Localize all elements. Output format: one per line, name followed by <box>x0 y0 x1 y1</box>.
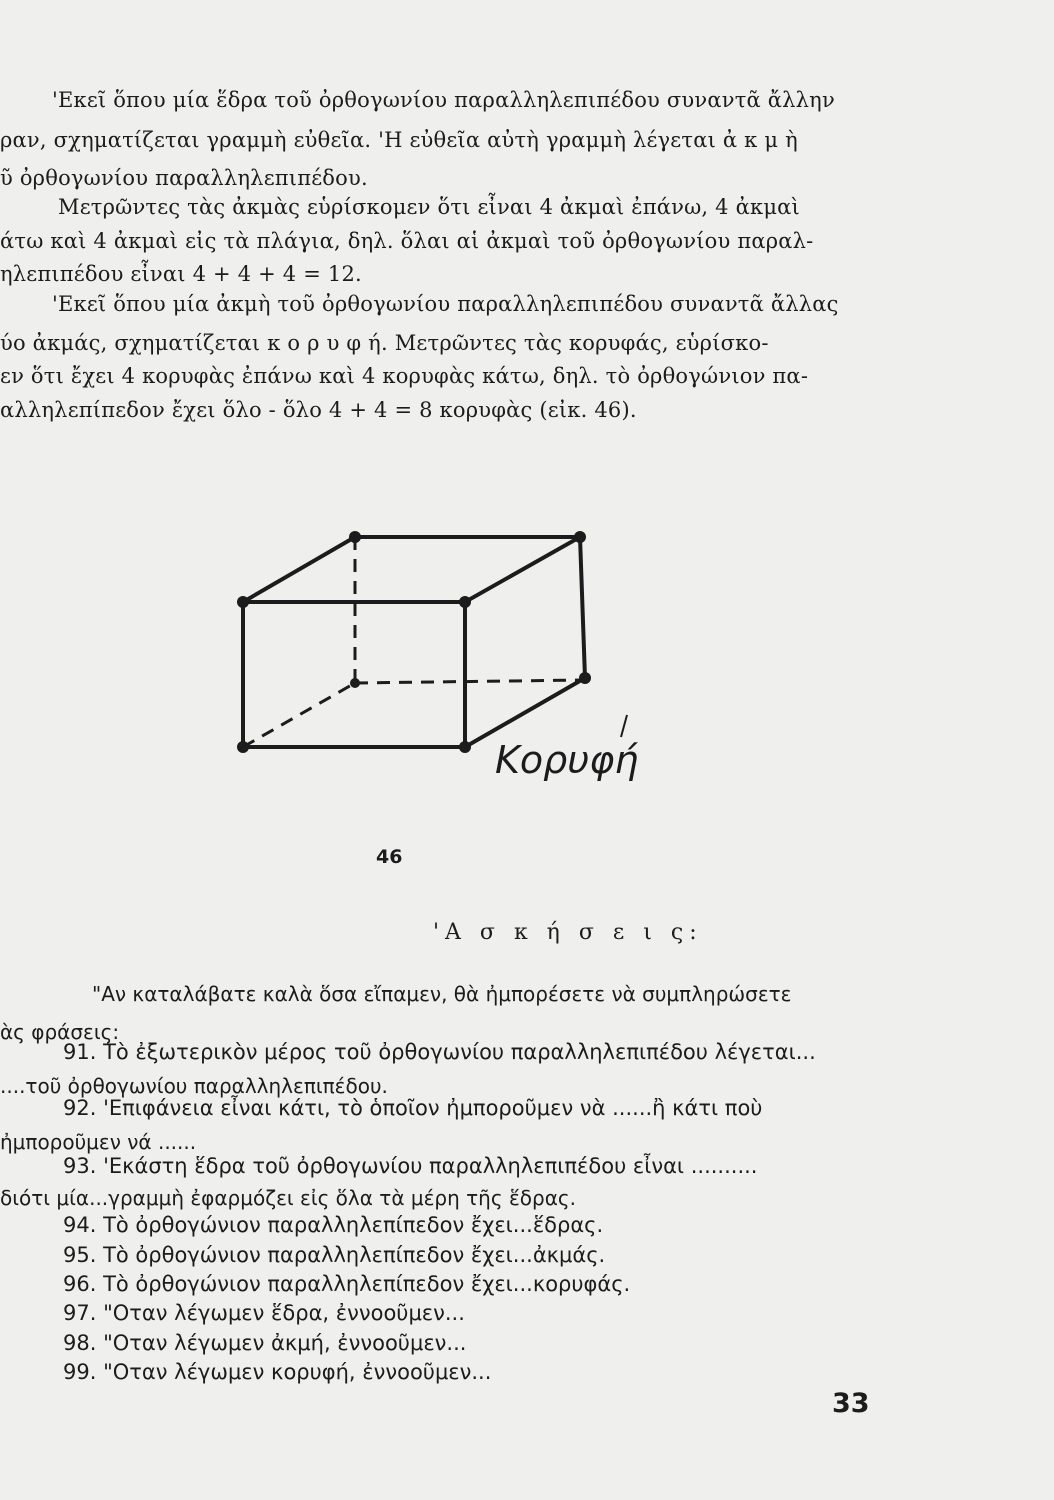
vertex-dot <box>349 531 361 543</box>
paragraph-line: άτω καὶ 4 ἀκμαὶ εἰς τὰ πλάγια, δηλ. ὅλαι αἱ ἀκμαὶ τοῦ ὀρθογωνίου παραλ- <box>0 229 814 253</box>
paragraph-line: 'Εκεῖ ὅπου μία ἕδρα τοῦ ὀρθογωνίου παραλληλεπιπέδου συναντᾶ ἄλλην <box>52 88 835 112</box>
vertex-label: Κορυφή <box>495 738 639 782</box>
exercise-line: διότι μία...γραμμὴ ἐφαρμόζει εἰς ὅλα τὰ μέρη τῆς ἕδρας. <box>0 1186 576 1210</box>
figure-number: 46 <box>376 846 403 868</box>
vertex-dot <box>579 672 591 684</box>
vertex-dot <box>237 596 249 608</box>
exercise-line: 98. "Οταν λέγωμεν ἀκμή, ἐννοοῦμεν... <box>63 1331 467 1355</box>
vertex-dot <box>237 741 249 753</box>
paragraph-line: ηλεπιπέδου εἶναι 4 + 4 + 4 = 12. <box>0 262 362 286</box>
exercise-line: ....τοῦ ὀρθογωνίου παραλληλεπιπέδου. <box>0 1074 388 1098</box>
paragraph-line: ῦ ὀρθογωνίου παραλληλεπιπέδου. <box>0 166 368 190</box>
vertex-dot <box>574 531 586 543</box>
paragraph-line: Μετρῶντες τὰς ἀκμὰς εὑρίσκομεν ὅτι εἶναι 4 ἀκμαὶ ἐπάνω, 4 ἀκμαὶ <box>58 195 800 219</box>
exercise-line: 91. Τὸ ἐξωτερικὸν μέρος τοῦ ὀρθογωνίου παραλληλεπιπέδου λέγεται... <box>63 1040 816 1064</box>
vertex-dot <box>459 596 471 608</box>
exercise-line: 96. Τὸ ὀρθογώνιον παραλληλεπίπεδον ἔχει...κορυφάς. <box>63 1272 631 1296</box>
exercise-line: ὰς φράσεις: <box>0 1020 120 1044</box>
exercise-line: 92. 'Επιφάνεια εἶναι κάτι, τὸ ὁποῖον ἠμποροῦμεν νὰ ......ἢ κάτι ποὺ <box>63 1096 763 1120</box>
vertex-dot <box>350 678 360 688</box>
paragraph-line: ραν, σχηματίζεται γραμμὴ εὐθεῖα. 'Η εὐθεῖα αὐτὴ γραμμὴ λέγεται ἀ κ μ ὴ <box>0 128 798 152</box>
exercise-line: 95. Τὸ ὀρθογώνιον παραλληλεπίπεδον ἔχει...ἀκμάς. <box>63 1243 606 1267</box>
exercise-line: 94. Τὸ ὀρθογώνιον παραλληλεπίπεδον ἔχει...ἕδρας. <box>63 1213 604 1237</box>
exercise-line: "Αν καταλάβατε καλὰ ὅσα εἴπαμεν, θὰ ἠμπορέσετε νὰ συμπληρώσετε <box>92 982 792 1006</box>
paragraph-line: 'Εκεῖ ὅπου μία ἀκμὴ τοῦ ὀρθογωνίου παραλληλεπιπέδου συναντᾶ ἄλλας <box>52 292 839 316</box>
exercise-line: 99. "Οταν λέγωμεν κορυφή, ἐννοοῦμεν... <box>63 1360 492 1384</box>
parallelepiped-figure <box>225 515 665 805</box>
exercise-line: 97. "Οταν λέγωμεν ἕδρα, ἐννοοῦμεν... <box>63 1301 465 1325</box>
exercises-heading: 'Α σ κ ή σ ε ι ς: <box>433 920 703 945</box>
paragraph-line: ύο ἀκμάς, σχηματίζεται κ ο ρ υ φ ή. Μετρῶντες τὰς κορυφάς, εὑρίσκο- <box>0 331 769 355</box>
exercise-line: 93. 'Εκάστη ἕδρα τοῦ ὀρθογωνίου παραλληλεπιπέδου εἶναι .......... <box>63 1154 758 1178</box>
page-number: 33 <box>832 1388 870 1419</box>
paragraph-line: αλληλεπίπεδον ἔχει ὅλο - ὅλο 4 + 4 = 8 κορυφὰς (εἰκ. 46). <box>0 398 637 422</box>
vertex-dot <box>459 741 471 753</box>
exercise-line: ἠμποροῦμεν νά ...... <box>0 1130 197 1154</box>
paragraph-line: εν ὅτι ἔχει 4 κορυφὰς ἐπάνω καὶ 4 κορυφὰς κάτω, δηλ. τὸ ὀρθογώνιον πα- <box>0 364 809 388</box>
